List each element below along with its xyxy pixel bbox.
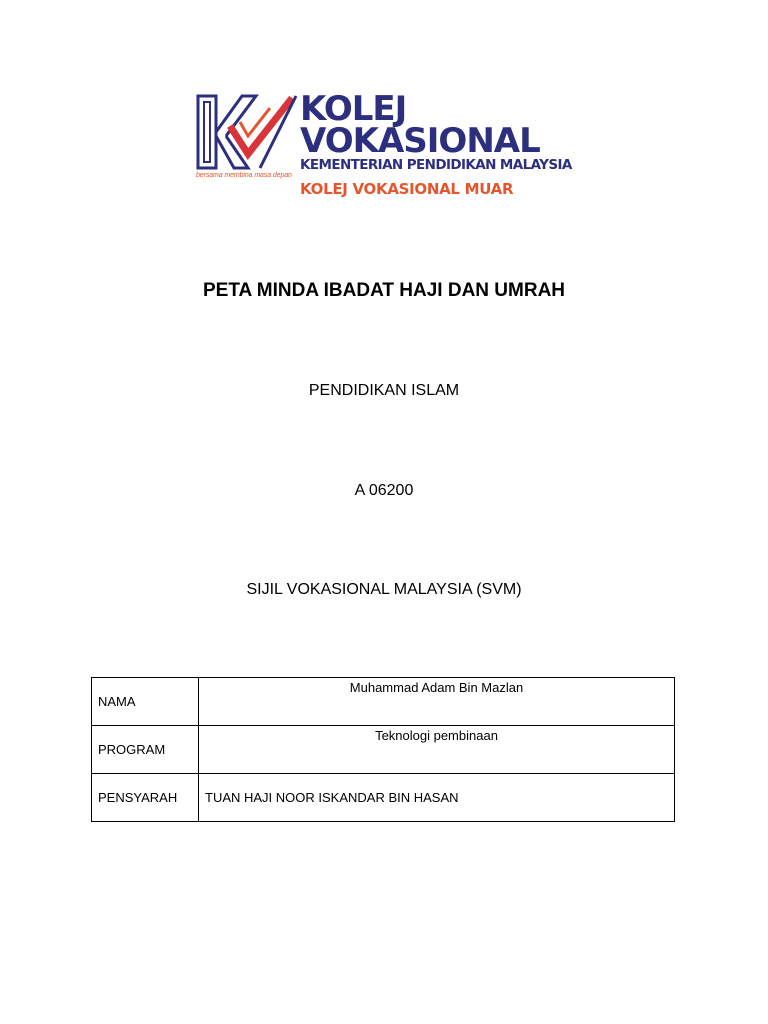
document-title: PETA MINDA IBADAT HAJI DAN UMRAH (202, 280, 566, 301)
table-row (92, 726, 675, 774)
logo-college-name: KOLEJ VOKASIONAL MUAR (300, 180, 514, 198)
subject-code: A 06200 (354, 482, 414, 499)
value-nama: Muhammad Adam Bin Mazlan (199, 678, 675, 726)
logo-tagline: bersama membina masa depan (196, 172, 292, 179)
kv-emblem-icon (196, 92, 300, 172)
label-program: PROGRAM (92, 726, 199, 774)
label-nama: NAMA (92, 678, 199, 726)
subject-name: PENDIDIKAN ISLAM (308, 382, 460, 399)
table-row (92, 678, 675, 726)
table-row (92, 774, 675, 822)
programme-level: SIJIL VOKASIONAL MALAYSIA (SVM) (246, 581, 522, 598)
label-pensyarah: PENSYARAH (92, 774, 199, 822)
value-pensyarah: TUAN HAJI NOOR ISKANDAR BIN HASAN (199, 774, 675, 822)
logo-line-vokasional: VOKASIONAL (300, 121, 540, 161)
value-program: Teknologi pembinaan (199, 726, 675, 774)
student-info-table (91, 677, 675, 822)
logo-line-kolej: KOLEJ (300, 89, 407, 129)
logo-ministry: KEMENTERIAN PENDIDIKAN MALAYSIA (300, 157, 572, 173)
